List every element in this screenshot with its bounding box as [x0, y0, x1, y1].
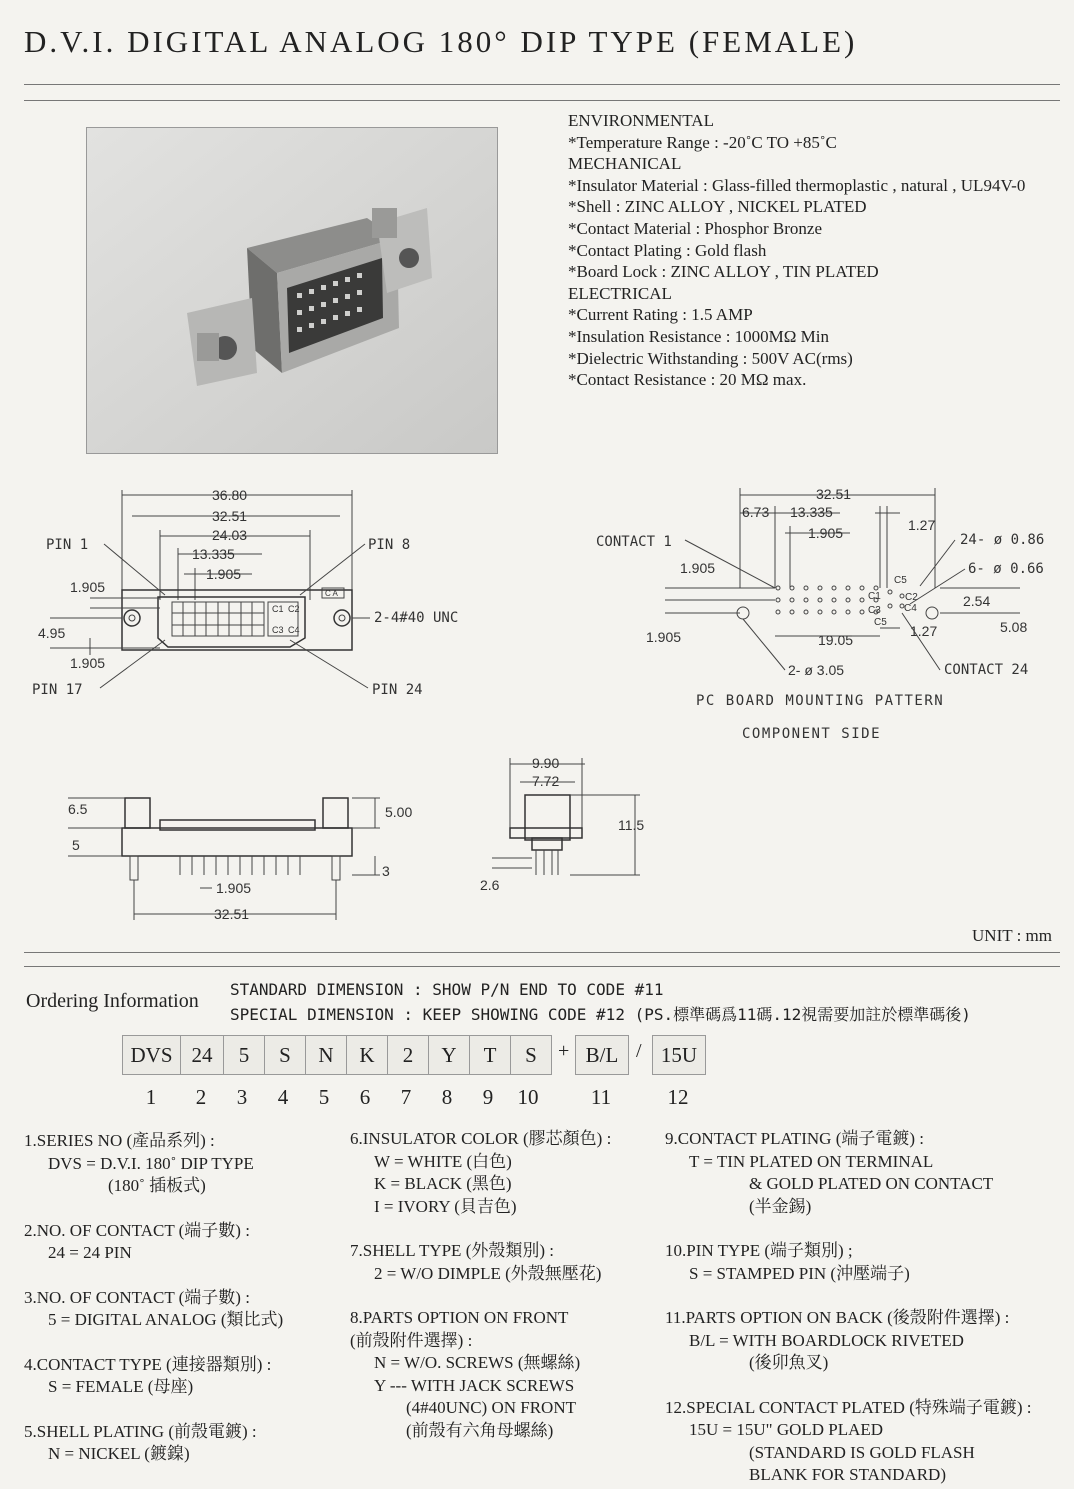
pcb-dim-d: 1.27 — [908, 517, 936, 533]
legend-item: T = TIN PLATED ON TERMINAL — [689, 1151, 934, 1171]
pcb-holes-a: 24- ø 0.86 — [960, 532, 1045, 548]
position-10: 10 — [517, 1085, 539, 1109]
legend-item: N = W/O. SCREWS (無螺絲) — [374, 1353, 581, 1372]
pcb-dim-a: 6.73 — [742, 504, 770, 520]
legend-item: (STANDARD IS GOLD FLASH — [749, 1442, 975, 1462]
position-1: 1 — [145, 1085, 157, 1109]
legend-item: & GOLD PLATED ON CONTACT — [749, 1174, 994, 1193]
legend-heading: 9.CONTACT PLATING (端子電鍍) : — [665, 1129, 924, 1148]
position-11: 11 — [590, 1085, 612, 1109]
pcb-dim-f: 1.905 — [646, 629, 682, 645]
code-box-4: S — [264, 1035, 306, 1075]
position-12: 12 — [667, 1085, 689, 1109]
legend-item: (4#40UNC) ON FRONT — [406, 1398, 576, 1417]
section-rule-2 — [24, 966, 1060, 967]
legend-column-3 — [665, 1128, 1032, 1487]
code-box-7: 2 — [387, 1035, 429, 1075]
side-dim-pitch: 1.905 — [216, 880, 252, 896]
pcb-dim-total: 32.51 — [816, 486, 852, 502]
pcb-dim-b: 13.335 — [790, 504, 833, 520]
legend-heading: 11.PARTS OPTION ON BACK (後殼附件選擇) : — [665, 1308, 1010, 1327]
pcb-dim-g: 2.54 — [963, 593, 991, 609]
legend-item: K = BLACK (黑色) — [374, 1174, 512, 1193]
pcb-dim-e: 1.905 — [680, 560, 716, 576]
standard-dimension-note: STANDARD DIMENSION : SHOW P/N END TO CODE #11 — [230, 980, 664, 999]
legend-heading: (前殼附件選擇) : — [350, 1330, 473, 1350]
legend-spacer — [24, 1265, 283, 1287]
front-ca: C A — [325, 589, 338, 598]
front-c3: C3 — [272, 625, 284, 635]
position-5: 5 — [318, 1085, 330, 1109]
legend-spacer — [665, 1218, 1032, 1240]
ordering-label: Ordering Information — [26, 990, 199, 1012]
position-3: 3 — [236, 1085, 248, 1109]
pcb-c5a: C5 — [894, 575, 907, 586]
code-box-1: DVS — [122, 1035, 181, 1075]
legend-heading: 10.PIN TYPE (端子類別) ; — [665, 1241, 853, 1260]
code-box-6: K — [346, 1035, 388, 1075]
legend-item: S = STAMPED PIN (沖壓端子) — [689, 1263, 910, 1283]
legend-item: (後卯魚叉) — [749, 1353, 829, 1372]
code-box-9: T — [469, 1035, 511, 1075]
product-photo — [86, 127, 498, 454]
position-8: 8 — [441, 1085, 453, 1109]
legend-item: 15U = 15U" GOLD PLAED — [689, 1420, 884, 1439]
pin1-label: PIN 1 — [46, 537, 89, 553]
special-dimension-note: SPECIAL DIMENSION : KEEP SHOWING CODE #12 (PS.標準碼爲11碼.12視需要加註於標準碼後) — [230, 1005, 971, 1024]
spec-line: MECHANICAL — [568, 154, 682, 174]
legend-item: BLANK FOR STANDARD) — [749, 1465, 946, 1484]
screw-label: 2-4#40 UNC — [374, 610, 459, 626]
dim-row-bottom: 1.905 — [70, 655, 106, 671]
spec-line: ELECTRICAL — [568, 283, 672, 303]
legend-spacer — [24, 1399, 283, 1421]
dim-height: 4.95 — [38, 625, 66, 641]
pcb-dim-k: 2- ø 3.05 — [788, 662, 845, 678]
legend-spacer — [665, 1285, 1032, 1307]
end-dim-d: 2.6 — [480, 877, 500, 893]
pin24-label: PIN 24 — [372, 682, 423, 698]
pcb-c1: C1 — [868, 591, 881, 602]
legend-item: 5 = DIGITAL ANALOG (類比式) — [48, 1310, 284, 1329]
side-view-drawing — [40, 780, 440, 930]
legend-heading: 3.NO. OF CONTACT (端子數) : — [24, 1287, 250, 1307]
legend-item: (前殼有六角母螺絲) — [406, 1420, 554, 1440]
spec-line: *Temperature Range : -20˚C TO +85˚C — [568, 132, 837, 152]
legend-item: S = FEMALE (母座) — [48, 1377, 194, 1396]
pcb-holes-b: 6- ø 0.66 — [968, 561, 1044, 577]
side-dim-len: 32.51 — [214, 906, 250, 922]
slash-sign: / — [636, 1040, 642, 1062]
dim-row-offset: 1.905 — [70, 579, 106, 595]
dim-contacts: 24.03 — [212, 527, 248, 543]
pcb-dim-i: 19.05 — [818, 632, 854, 648]
legend-heading: 7.SHELL TYPE (外殼類別) : — [350, 1241, 554, 1260]
front-c1: C1 — [272, 604, 284, 614]
side-dim-b: 5 — [72, 837, 80, 853]
legend-heading: 5.SHELL PLATING (前殼電鍍) : — [24, 1421, 257, 1441]
position-6: 6 — [359, 1085, 371, 1109]
top-rule-2 — [24, 100, 1060, 101]
section-rule — [24, 952, 1060, 953]
pcb-c2: C2 — [905, 592, 918, 603]
spec-line: *Board Lock : ZINC ALLOY , TIN PLATED — [568, 262, 879, 282]
dim-mount: 32.51 — [212, 508, 248, 524]
legend-item: N = NICKEL (鍍鎳) — [48, 1444, 190, 1463]
dim-overall: 36.80 — [212, 487, 248, 503]
end-dim-a: 9.90 — [532, 755, 560, 771]
side-dim-a: 6.5 — [68, 801, 88, 817]
legend-spacer — [350, 1285, 611, 1307]
legend-item: (半金錫) — [749, 1196, 812, 1216]
spec-line: *Contact Material : Phosphor Bronze — [568, 218, 823, 238]
position-2: 2 — [195, 1085, 207, 1109]
specifications — [568, 110, 1025, 391]
top-rule — [24, 84, 1060, 85]
pcb-pattern-drawing — [580, 478, 1070, 753]
side-dim-c: 5.00 — [385, 804, 413, 820]
spec-line: *Current Rating : 1.5 AMP — [568, 305, 753, 325]
legend-heading: 4.CONTACT TYPE (連接器類別) : — [24, 1354, 272, 1374]
unit-label: UNIT : mm — [972, 926, 1052, 945]
spec-line: ENVIRONMENTAL — [568, 111, 714, 130]
legend-spacer — [24, 1198, 283, 1220]
code-box-5: N — [305, 1035, 347, 1075]
legend-item: 2 = W/O DIMPLE (外殼無壓花) — [374, 1263, 602, 1283]
pcb-caption: PC BOARD MOUNTING PATTERN — [696, 693, 945, 709]
legend-item: DVS = D.V.I. 180˚ DIP TYPE — [48, 1153, 254, 1173]
spec-line: *Insulator Material : Glass-filled thermoplastic , natural , UL94V-0 — [568, 175, 1026, 195]
position-9: 9 — [482, 1085, 494, 1109]
legend-item: Y --- WITH JACK SCREWS — [374, 1375, 575, 1395]
pcb-contact24: CONTACT 24 — [944, 662, 1029, 678]
dim-half: 13.335 — [192, 546, 235, 562]
legend-heading: 8.PARTS OPTION ON FRONT — [350, 1308, 569, 1327]
pcb-dim-h: 5.08 — [1000, 619, 1028, 635]
side-dim-d: 3 — [382, 863, 390, 879]
legend-spacer — [665, 1375, 1032, 1397]
front-c4: C4 — [288, 625, 300, 635]
page-title: D.V.I. DIGITAL ANALOG 180° DIP TYPE (FEMALE) — [24, 24, 858, 59]
legend-spacer — [24, 1332, 283, 1354]
end-dim-c: 11.5 — [618, 817, 645, 833]
front-view-drawing — [0, 470, 540, 710]
legend-item: (180˚ 插板式) — [108, 1176, 206, 1195]
spec-line: *Contact Resistance : 20 MΩ max. — [568, 370, 807, 390]
spec-line: *Shell : ZINC ALLOY , NICKEL PLATED — [568, 197, 867, 217]
code-box-10: S — [510, 1035, 552, 1075]
legend-column-1 — [24, 1130, 283, 1466]
code-box-2: 24 — [180, 1035, 224, 1075]
spec-line: *Contact Plating : Gold flash — [568, 240, 767, 260]
spec-line: *Dielectric Withstanding : 500V AC(rms) — [568, 348, 853, 368]
pcb-c5b: C5 — [874, 617, 887, 628]
legend-heading: 1.SERIES NO (產品系列) : — [24, 1131, 215, 1150]
pcb-contact1: CONTACT 1 — [596, 534, 672, 550]
front-c2: C2 — [288, 604, 300, 614]
pcb-dim-j: 1.27 — [910, 623, 938, 639]
legend-item: B/L = WITH BOARDLOCK RIVETED — [689, 1330, 964, 1350]
dim-pitch-top: 1.905 — [206, 566, 242, 582]
pin17-label: PIN 17 — [32, 682, 83, 698]
legend-item: 24 = 24 PIN — [48, 1243, 132, 1262]
spec-line: *Insulation Resistance : 1000MΩ Min — [568, 326, 830, 346]
legend-heading: 12.SPECIAL CONTACT PLATED (特殊端子電鍍) : — [665, 1397, 1032, 1417]
pcb-c3: C3 — [868, 605, 881, 616]
pin8-label: PIN 8 — [368, 537, 411, 553]
pcb-caption-2: COMPONENT SIDE — [742, 726, 882, 742]
connector-image — [87, 128, 497, 453]
legend-spacer — [350, 1218, 611, 1240]
legend-item: W = WHITE (白色) — [374, 1151, 512, 1171]
end-view-drawing — [470, 750, 670, 900]
code-box-12: 15U — [652, 1035, 706, 1075]
position-4: 4 — [277, 1085, 289, 1109]
pcb-dim-c: 1.905 — [808, 525, 844, 541]
pcb-c4: C4 — [904, 603, 917, 614]
code-box-11: B/L — [575, 1035, 629, 1075]
position-7: 7 — [400, 1085, 412, 1109]
legend-heading: 6.INSULATOR COLOR (膠芯顏色) : — [350, 1129, 612, 1148]
plus-sign: + — [558, 1040, 570, 1062]
code-box-8: Y — [428, 1035, 470, 1075]
end-dim-b: 7.72 — [532, 773, 560, 789]
legend-heading: 2.NO. OF CONTACT (端子數) : — [24, 1220, 250, 1240]
legend-column-2 — [350, 1128, 611, 1442]
legend-item: I = IVORY (貝吉色) — [374, 1196, 517, 1216]
code-box-3: 5 — [223, 1035, 265, 1075]
